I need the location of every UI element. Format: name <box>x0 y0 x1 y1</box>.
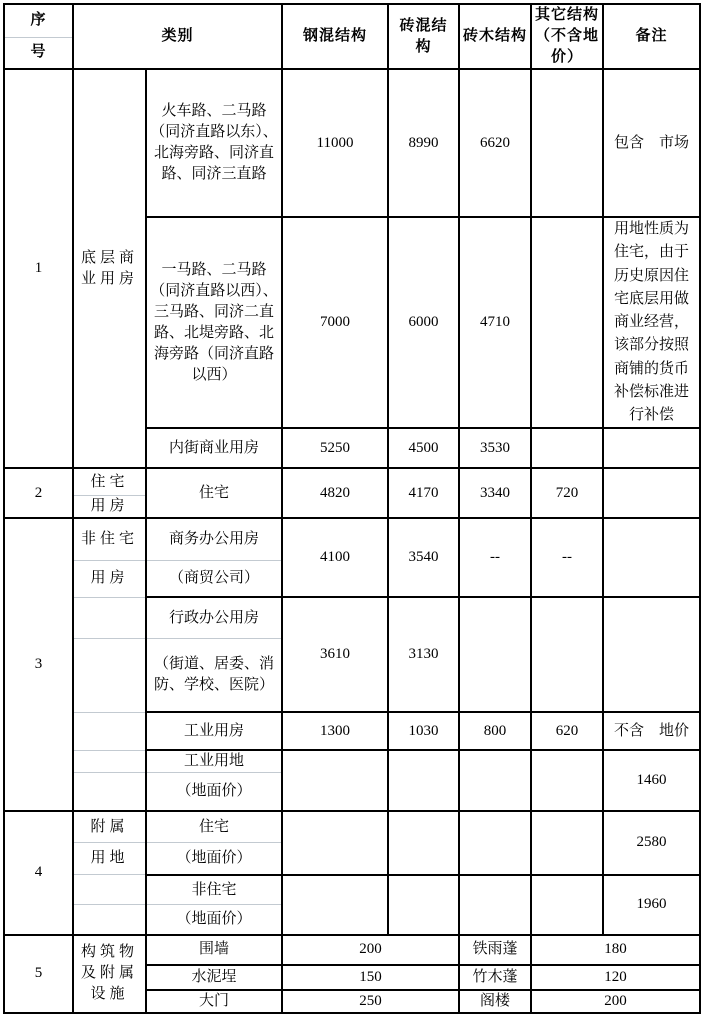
row1a-brick-wood-value: 6620 <box>459 69 531 217</box>
row1b-brick-wood-value: 4710 <box>459 217 531 428</box>
row3a-steel-value: 4100 <box>282 518 388 597</box>
row5a-name2: 铁雨蓬 <box>459 935 531 965</box>
row3d-steel-value <box>282 750 388 811</box>
row5b-value: 150 <box>282 965 459 990</box>
row1b-remark: 用地性质为住宅，由于历史原因住宅底层用做商业经营，该部分按照商铺的货币补偿标准进行补偿 <box>603 217 700 428</box>
row3a-brick-wood-value: -- <box>459 518 531 597</box>
row3b-name-line1: 行政办公用房 <box>146 597 282 638</box>
header-brick-concrete: 砖混结构 <box>388 4 459 69</box>
row1c-brick-wood-value: 3530 <box>459 428 531 468</box>
row5c-name2: 阁楼 <box>459 990 531 1013</box>
row1-category: 底层商业用房 <box>73 69 146 468</box>
row4a-steel-value <box>282 811 388 875</box>
row3b-brick-concrete-value: 3130 <box>388 597 459 712</box>
header-remarks: 备注 <box>603 4 700 69</box>
row5c-name: 大门 <box>146 990 282 1013</box>
row1b-name: 一马路、二马路（同济直路以西）、三马路、同济二直路、北堤旁路、北海旁路（同济直路以西） <box>146 217 282 428</box>
row3-category-filler-2 <box>73 638 146 712</box>
row4a-name-line2: （地面价） <box>146 843 282 875</box>
row4b-brick-wood-value <box>459 875 531 935</box>
row4b-brick-concrete-value <box>388 875 459 935</box>
row1c-steel-value: 5250 <box>282 428 388 468</box>
row4-seq: 4 <box>4 811 73 935</box>
row1c-brick-concrete-value: 4500 <box>388 428 459 468</box>
row5b-name2: 竹木蓬 <box>459 965 531 990</box>
row3-seq: 3 <box>4 518 73 811</box>
row4-category-filler-1 <box>73 875 146 905</box>
row3c-other-value: 620 <box>531 712 603 750</box>
row5a-value: 200 <box>282 935 459 965</box>
row4b-name-line1: 非住宅 <box>146 875 282 905</box>
row1b-other-value <box>531 217 603 428</box>
row3b-remark <box>603 597 700 712</box>
row3-category-line1: 非住宅 <box>73 518 146 560</box>
row3b-other-value <box>531 597 603 712</box>
row1a-steel-value: 11000 <box>282 69 388 217</box>
row1c-name: 内街商业用房 <box>146 428 282 468</box>
row3c-remark: 不含 地价 <box>603 712 700 750</box>
row1a-brick-concrete-value: 8990 <box>388 69 459 217</box>
row2-category-line1: 住宅 <box>73 468 146 495</box>
row5-category: 构筑物及附属设施 <box>73 935 146 1013</box>
row1a-name: 火车路、二马路（同济直路以东）、北海旁路、同济直路、同济三直路 <box>146 69 282 217</box>
row2-other-value: 720 <box>531 468 603 518</box>
row4-category-filler-2 <box>73 905 146 935</box>
compensation-standards-table <box>3 3 701 1014</box>
row5c-value: 250 <box>282 990 459 1013</box>
row3-category-filler-1 <box>73 597 146 638</box>
row5b-name: 水泥埕 <box>146 965 282 990</box>
row4b-steel-value <box>282 875 388 935</box>
row2-steel-value: 4820 <box>282 468 388 518</box>
row4b-remark: 1960 <box>603 875 700 935</box>
header-other-structure: 其它结构（不含地价） <box>531 4 603 69</box>
row2-brick-wood-value: 3340 <box>459 468 531 518</box>
row3a-name-line1: 商务办公用房 <box>146 518 282 560</box>
row3-category-line2: 用房 <box>73 560 146 597</box>
row3c-brick-concrete-value: 1030 <box>388 712 459 750</box>
row3b-name-line2: （街道、居委、消防、学校、医院） <box>146 638 282 712</box>
row3a-brick-concrete-value: 3540 <box>388 518 459 597</box>
row3-category-filler-5 <box>73 773 146 811</box>
row1b-steel-value: 7000 <box>282 217 388 428</box>
row3-category-filler-4 <box>73 750 146 773</box>
row5c-value2: 200 <box>531 990 700 1013</box>
row1a-other-value <box>531 69 603 217</box>
row3d-name-line2: （地面价） <box>146 773 282 811</box>
row1c-remark <box>603 428 700 468</box>
row4a-brick-concrete-value <box>388 811 459 875</box>
row3d-other-value <box>531 750 603 811</box>
row2-name: 住宅 <box>146 468 282 518</box>
header-seq-line1: 序 <box>30 12 47 29</box>
row4a-name-line1: 住宅 <box>146 811 282 843</box>
row3c-name: 工业用房 <box>146 712 282 750</box>
row3a-name-line2: （商贸公司） <box>146 560 282 597</box>
row2-category-line2: 用房 <box>73 495 146 518</box>
row4a-brick-wood-value <box>459 811 531 875</box>
header-steel-concrete: 钢混结构 <box>282 4 388 69</box>
row1b-brick-concrete-value: 6000 <box>388 217 459 428</box>
row1-seq: 1 <box>4 69 73 468</box>
row3d-brick-concrete-value <box>388 750 459 811</box>
row4b-name-line2: （地面价） <box>146 905 282 935</box>
row3d-name-line1: 工业用地 <box>146 750 282 773</box>
row5-seq: 5 <box>4 935 73 1013</box>
row3d-brick-wood-value <box>459 750 531 811</box>
row4a-other-value <box>531 811 603 875</box>
row4-category-line1: 附属 <box>73 811 146 843</box>
row5b-value2: 120 <box>531 965 700 990</box>
row5a-value2: 180 <box>531 935 700 965</box>
row3a-remark <box>603 518 700 597</box>
row3d-remark: 1460 <box>603 750 700 811</box>
row4-category-line2: 用地 <box>73 843 146 875</box>
row4b-other-value <box>531 875 603 935</box>
row3c-steel-value: 1300 <box>282 712 388 750</box>
row2-brick-concrete-value: 4170 <box>388 468 459 518</box>
header-seq-line2: 号 <box>4 37 73 69</box>
row4a-remark: 2580 <box>603 811 700 875</box>
row3a-other-value: -- <box>531 518 603 597</box>
row2-seq: 2 <box>4 468 73 518</box>
row1c-other-value <box>531 428 603 468</box>
row3c-brick-wood-value: 800 <box>459 712 531 750</box>
header-brick-wood: 砖木结构 <box>459 4 531 69</box>
row1a-remark: 包含 市场 <box>603 69 700 217</box>
row3b-brick-wood-value <box>459 597 531 712</box>
row2-remark <box>603 468 700 518</box>
header-category: 类别 <box>73 4 282 69</box>
row3b-steel-value: 3610 <box>282 597 388 712</box>
row5a-name: 围墙 <box>146 935 282 965</box>
row3-category-filler-3 <box>73 712 146 750</box>
